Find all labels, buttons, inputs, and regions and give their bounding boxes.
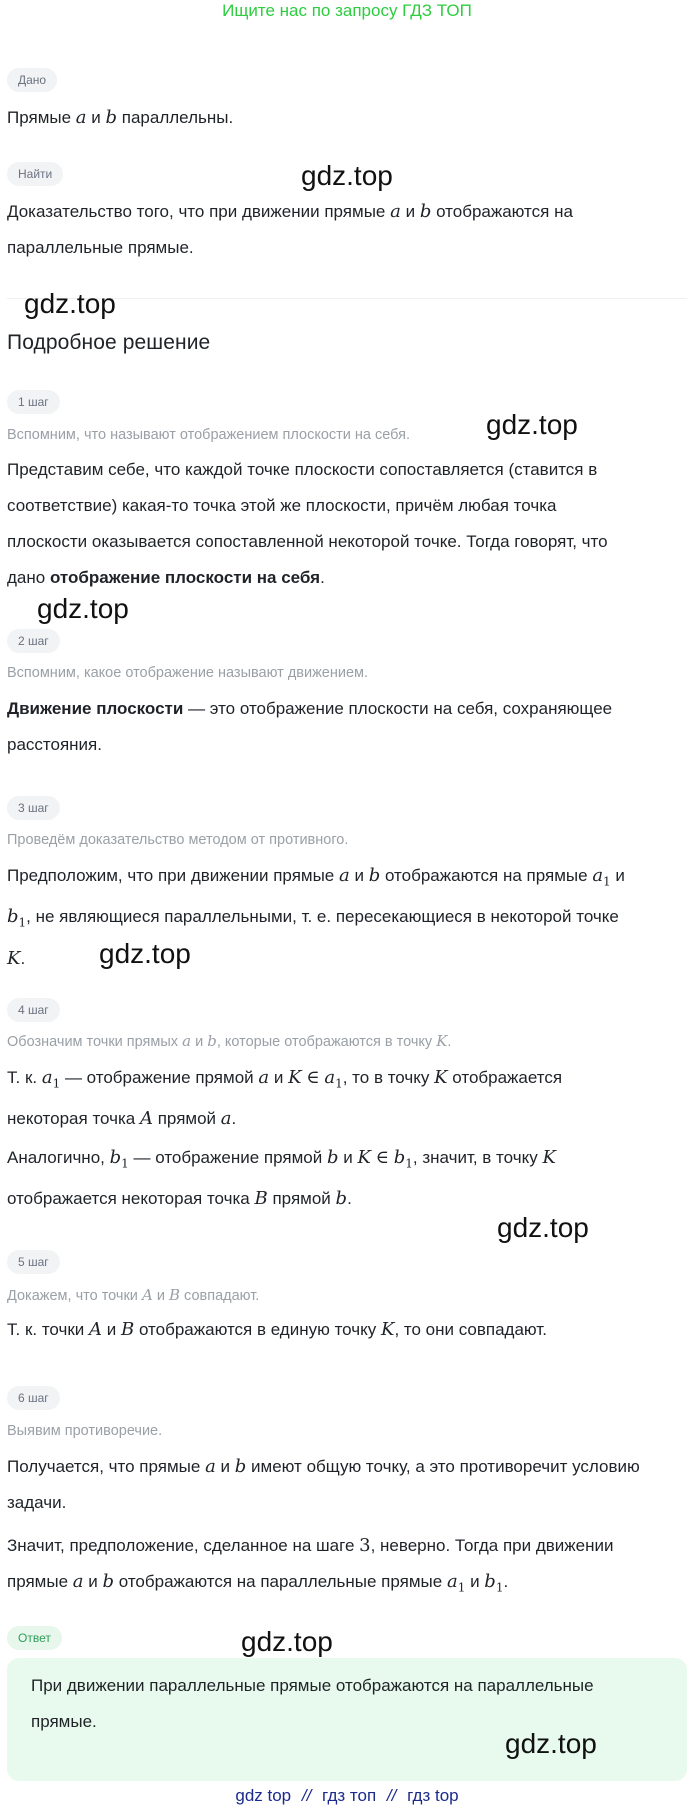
step4-paragraph-1: Т. к. $a_1$ — отображение прямой a и K ∈ $a_1$, то в точку K отображается некоторая точка A прямой a. bbox=[7, 1067, 563, 1130]
watermark: gdz.top bbox=[486, 409, 578, 440]
step5-hint: Докажем, что точки A и B совпадают. bbox=[7, 1286, 260, 1304]
step1-text: Представим себе, что каждой точке плоскости сопоставляется (ставится в соответствие) какая-то точка этой же плоскости, причём любая точка плоскости оказывается сопоставленной некоторой точке. Тогда говорят, что дано отображение плоскости на себя. bbox=[7, 460, 608, 587]
answer-box bbox=[7, 1658, 687, 1781]
step6-hint: Выявим противоречие. bbox=[7, 1423, 163, 1439]
step2-hint: Вспомним, какое отображение называют движением. bbox=[7, 665, 369, 681]
solution-title: Подробное решение bbox=[7, 331, 211, 354]
find-text: Доказательство того, что при движении прямые a и b отображаются на параллельные прямые. bbox=[7, 201, 573, 257]
footer-separator: // bbox=[301, 1786, 312, 1805]
badge-step-1: 1 шаг bbox=[7, 390, 60, 414]
watermark: gdz.top bbox=[301, 160, 393, 191]
step4-paragraph-2: Аналогично, $b_1$ — отображение прямой b и K ∈ $b_1$, значит, в точку K отображается некоторая точка B прямой b. bbox=[7, 1147, 556, 1210]
footer-link-gdz-top[interactable]: gdz top bbox=[235, 1786, 292, 1805]
badge-step-6: 6 шаг bbox=[7, 1386, 60, 1410]
badge-answer: Ответ bbox=[7, 1626, 62, 1650]
watermark: gdz.top bbox=[99, 938, 191, 969]
watermark: gdz.top bbox=[37, 593, 129, 624]
footer-link-gdz-top-ru[interactable]: гдз топ bbox=[322, 1786, 377, 1805]
watermark: gdz.top bbox=[497, 1212, 589, 1243]
footer-links bbox=[0, 1786, 694, 1806]
badge-step-4: 4 шаг bbox=[7, 998, 60, 1022]
badge-find: Найти bbox=[7, 162, 63, 186]
badge-step-3: 3 шаг bbox=[7, 796, 60, 820]
step2-text: Движение плоскости — это отображение плоскости на себя, сохраняющее расстояния. bbox=[7, 699, 613, 754]
step5-text: Т. к. точки A и B отображаются в единую точку K, то они совпадают. bbox=[7, 1319, 547, 1340]
step3-text: Предположим, что при движении прямые a и b отображаются на прямые $a_1$ и $b_1$, не являющиеся параллельными, т. е. пересекающиеся в некоторой точке K. bbox=[7, 865, 625, 969]
footer-separator: // bbox=[386, 1786, 397, 1805]
watermark: gdz.top bbox=[24, 288, 116, 319]
step6-paragraph-1: Получается, что прямые a и b имеют общую точку, а это противоречит условию задачи. bbox=[7, 1456, 640, 1512]
footer-link-gdz-top-mixed[interactable]: гдз top bbox=[407, 1786, 459, 1805]
step4-hint: Обозначим точки прямых a и b, которые отображаются в точку K. bbox=[7, 1032, 452, 1050]
badge-given: Дано bbox=[7, 68, 57, 92]
given-text: Прямые a и b параллельны. bbox=[7, 107, 234, 128]
step1-hint: Вспомним, что называют отображением плоскости на себя. bbox=[7, 427, 411, 443]
answer-text: При движении параллельные прямые отображаются на параллельные прямые. bbox=[31, 1676, 594, 1731]
top-search-link[interactable]: Ищите нас по запросу ГДЗ ТОП bbox=[222, 1, 472, 20]
step6-paragraph-2: Значит, предположение, сделанное на шаге 3, неверно. Тогда при движении прямые a и b отображаются на параллельные прямые $a_1$ и $b_1$. bbox=[7, 1535, 614, 1595]
step3-hint: Проведём доказательство методом от противного. bbox=[7, 832, 349, 848]
watermark: gdz.top bbox=[505, 1728, 597, 1759]
watermark: gdz.top bbox=[241, 1626, 333, 1657]
badge-step-5: 5 шаг bbox=[7, 1250, 60, 1274]
badge-step-2: 2 шаг bbox=[7, 629, 60, 653]
